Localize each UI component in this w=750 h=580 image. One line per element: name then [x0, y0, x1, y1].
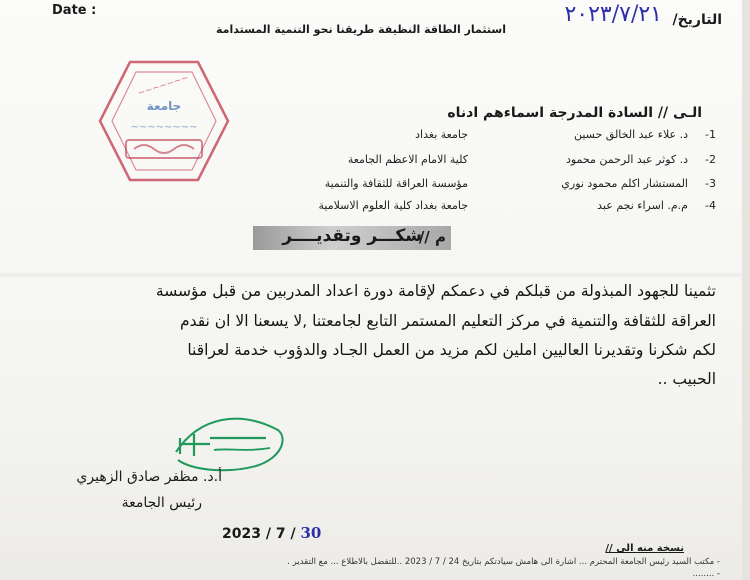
body-line: العراقة للثقافة والتنمية في مركز التعليم المستمر التابع لجامعتنا ,لا يسعنا الا ان نقدم [179, 312, 716, 330]
signature-date [222, 524, 321, 542]
recipient-institution: جامعة بغداد [415, 128, 468, 141]
subject-title: شكـــر وتقديــــر [282, 226, 422, 246]
date-label-arabic: التاريخ/ [672, 12, 722, 28]
handwritten-date: ٢٠٢٣/٧/٢١ [564, 2, 662, 27]
recipient-institution: مؤسسة العراقة للثقافة والتنمية [324, 177, 468, 190]
header-slogan: استثمار الطاقة النظيفة طريقنا نحو التنمية المستدامة [216, 23, 506, 36]
svg-text:~~~~~~~~: ~~~~~~~~ [130, 122, 198, 133]
recipient-institution: كلية الامام الاعظم الجامعة [347, 153, 468, 166]
copy-to-line: - مكتب السيد رئيس الجامعة المحترم ... اشارة الى هامش سيادتكم بتاريخ 24 / 7 / 2023 ..للتفضل بالاطلاع ... مع التقدير . [287, 557, 720, 567]
paper-fold [0, 272, 750, 278]
svg-text:جامعة: جامعة [146, 99, 182, 113]
recipient-number: -2 [705, 153, 716, 166]
recipient-name: م.م. اسراء نجم عبد [597, 199, 688, 212]
recipient-name: د. علاء عبد الخالق حسين [573, 128, 688, 141]
body-line: تثمينا للجهود المبذولة من قبلكم في دعمكم لإقامة دورة اعداد المدربين من قبل مؤسسة [155, 282, 716, 300]
copy-to-line: - ........ [692, 569, 720, 579]
signatory-name: أ.د. مظفر صادق الزهيري [76, 469, 222, 485]
recipient-institution: جامعة بغداد كلية العلوم الاسلامية [318, 199, 468, 212]
body-line: الحبيب .. [657, 370, 716, 388]
copy-to-label: نسخة منه الى // [605, 543, 684, 554]
recipient-number: -3 [705, 177, 716, 190]
recipient-number: -4 [705, 199, 716, 212]
recipient-number: -1 [705, 128, 716, 141]
signatory-title: رئيس الجامعة [121, 495, 202, 511]
paper-edge [742, 0, 750, 580]
date-label-english: Date : [52, 3, 97, 18]
addressee-line: الـى // السادة المدرجة اسماءهم ادناه [447, 105, 702, 121]
recipient-name: د. كوثر عبد الرحمن محمود [565, 153, 688, 166]
signature-date-printed: 2023 / 7 / [222, 526, 296, 542]
official-stamp [96, 58, 232, 184]
body-line: لكم شكرنا وتقديرنا العاليين املين لكم مزيد من العمل الجـاد والدؤوب خدمة لعراقنا [187, 341, 716, 359]
subject-prefix: م // [418, 228, 446, 246]
svg-text:~~~~~~~: ~~~~~~~ [136, 73, 191, 100]
recipient-name: المستشار اكلم محمود نوري [561, 177, 688, 190]
signature-date-handwritten: 30 [300, 524, 322, 542]
